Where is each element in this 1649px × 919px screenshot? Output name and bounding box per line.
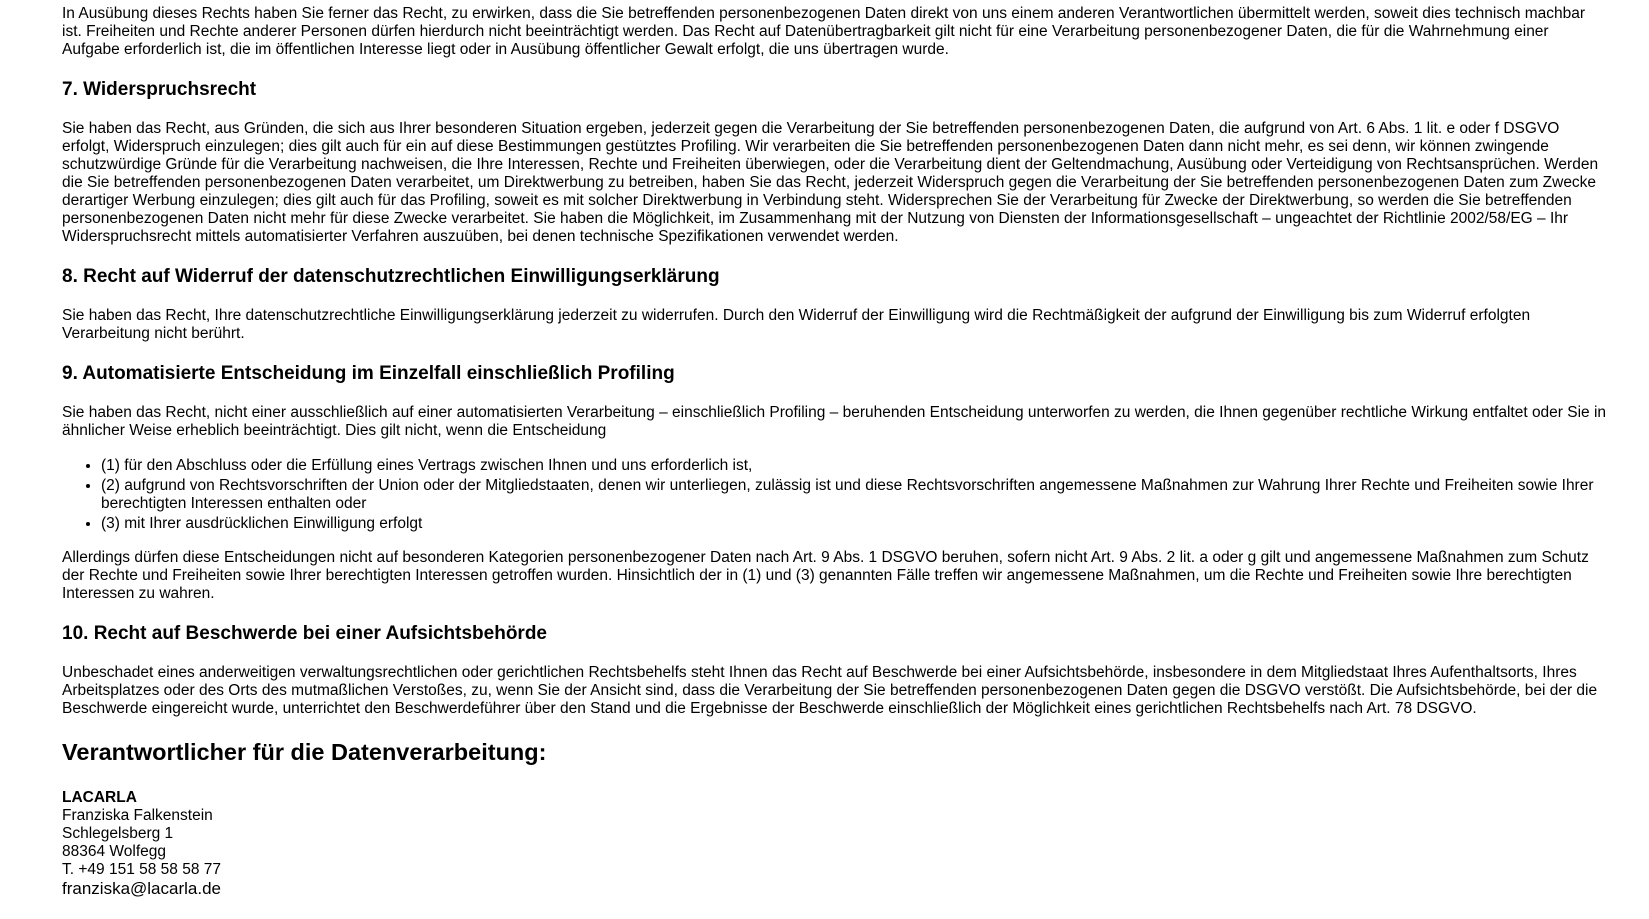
section-6-tail-paragraph: In Ausübung dieses Rechts haben Sie ferner das Recht, zu erwirken, dass die Sie betreffenden personenbezogenen Daten direkt von uns einem anderen Verantwortlichen übermittelt werden, soweit dies technisch machbar ist. Freiheiten und Rechte anderer Personen dürfen hierdurch nicht beeinträchtigt werden. Das Recht auf Datenübertragbarkeit gilt nicht für eine Verarbeitung personenbezogener Daten, die für die Wahrnehmung einer Aufgabe erforderlich ist, die im öffentlichen Interesse liegt oder in Ausübung öffentlicher Gewalt erfolgt, die uns übertragen wurde. [62,5,1586,58]
controller-contact-block [62,789,1609,898]
section-7-heading: 7. Widerspruchsrecht [62,79,257,100]
email-address: franziska@lacarla.de [62,879,221,898]
section-8-heading: 8. Recht auf Widerruf der datenschutzrechtlichen Einwilligungserklärung [62,266,720,287]
section-10-heading: 10. Recht auf Beschwerde bei einer Aufsichtsbehörde [62,623,547,644]
section-7-paragraph: Sie haben das Recht, aus Gründen, die sich aus Ihrer besonderen Situation ergeben, jederzeit gegen die Verarbeitung der Sie betreffenden personenbezogenen Daten, die aufgrund von Art. 6 Abs. 1 lit. e oder f DSGVO erfolgt, Widerspruch einzulegen; dies gilt auch für ein auf diese Bestimmungen gestütztes Profiling. Wir verarbeiten die Sie betreffenden personenbezogenen Daten dann nicht mehr, es sei denn, wir können zwingende schutzwürdige Gründe für die Verarbeitung nachweisen, die Ihre Interessen, Rechte und Freiheiten überwiegen, oder die Verarbeitung dient der Geltendmachung, Ausübung oder Verteidigung von Rechtsansprüchen. Werden die Sie betreffenden personenbezogenen Daten verarbeitet, um Direktwerbung zu betreiben, haben Sie das Recht, jederzeit Widerspruch gegen die Verarbeitung der Sie betreffenden personenbezogenen Daten zum Zwecke derartiger Werbung einzulegen; dies gilt auch für das Profiling, soweit es mit solcher Direktwerbung in Verbindung steht. Widersprechen Sie der Verarbeitung für Zwecke der Direktwerbung, so werden die Sie betreffenden personenbezogenen Daten nicht mehr für diese Zwecke verarbeitet. Sie haben die Möglichkeit, im Zusammenhang mit der Nutzung von Diensten der Informationsgesellschaft – ungeachtet der Richtlinie 2002/58/EG – Ihr Widerspruchsrecht mittels automatisierter Verfahren auszuüben, bei denen technische Spezifikationen verwendet werden. [62,120,1599,245]
list-item: • (1) für den Abschluss oder die Erfüllung eines Vertrags zwischen Ihnen und uns erforderlich ist, [101,457,1609,475]
postal-city: 88364 Wolfegg [62,843,166,860]
phone-number: T. +49 151 58 58 58 77 [62,861,222,878]
section-10-paragraph: Unbeschadet eines anderweitigen verwaltungsrechtlichen oder gerichtlichen Rechtsbehelfs steht Ihnen das Recht auf Beschwerde bei einer Aufsichtsbehörde, insbesondere in dem Mitgliedstaat Ihres Aufenthaltsorts, Ihres Arbeitsplatzes oder des Orts des mutmaßlichen Verstoßes, zu, wenn Sie der Ansicht sind, dass die Verarbeitung der Sie betreffenden personenbezogenen Daten gegen die DSGVO verstößt. Die Aufsichtsbehörde, bei der die Beschwerde eingereicht wurde, unterrichtet den Beschwerdeführer über den Stand und die Ergebnisse der Beschwerde einschließlich der Möglichkeit eines gerichtlichen Rechtsbehelfs nach Art. 78 DSGVO. [62,664,1598,717]
street-address: Schlegelsberg 1 [62,825,174,842]
section-9-conditions-list [62,457,1609,533]
section-9-heading: 9. Automatisierte Entscheidung im Einzelfall einschließlich Profiling [62,363,675,384]
list-item: • (2) aufgrund von Rechtsvorschriften der Union oder der Mitgliedstaaten, denen wir unterliegen, zulässig ist und diese Rechtsvorschriften angemessene Maßnahmen zur Wahrung Ihrer Rechte und Freiheiten sowie Ihrer berechtigten Interessen enthalten oder [101,477,1609,513]
company-name: LACARLA [62,789,137,806]
contact-person-name: Franziska Falkenstein [62,807,213,824]
section-8-paragraph: Sie haben das Recht, Ihre datenschutzrechtliche Einwilligungserklärung jederzeit zu widerrufen. Durch den Widerruf der Einwilligung wird die Rechtmäßigkeit der aufgrund der Einwilligung bis zum Widerruf erfolgten Verarbeitung nicht berührt. [62,307,1531,342]
controller-heading: Verantwortlicher für die Datenverarbeitung: [62,739,547,765]
section-9-intro-paragraph: Sie haben das Recht, nicht einer ausschließlich auf einer automatisierten Verarbeitung – einschließlich Profiling – beruhenden Entscheidung unterworfen zu werden, die Ihnen gegenüber rechtliche Wirkung entfaltet oder Sie in ähnlicher Weise erheblich beeinträchtigt. Dies gilt nicht, wenn die Entscheidung [62,404,1607,439]
section-9-outro-paragraph: Allerdings dürfen diese Entscheidungen nicht auf besonderen Kategorien personenbezogener Daten nach Art. 9 Abs. 1 DSGVO beruhen, sofern nicht Art. 9 Abs. 2 lit. a oder g gilt und angemessene Maßnahmen zum Schutz der Rechte und Freiheiten sowie Ihrer berechtigten Interessen getroffen wurden. Hinsichtlich der in (1) und (3) genannten Fälle treffen wir angemessene Maßnahmen, um die Rechte und Freiheiten sowie Ihre berechtigten Interessen zu wahren. [62,549,1589,602]
list-item: • (3) mit Ihrer ausdrücklichen Einwilligung erfolgt [101,515,1609,533]
